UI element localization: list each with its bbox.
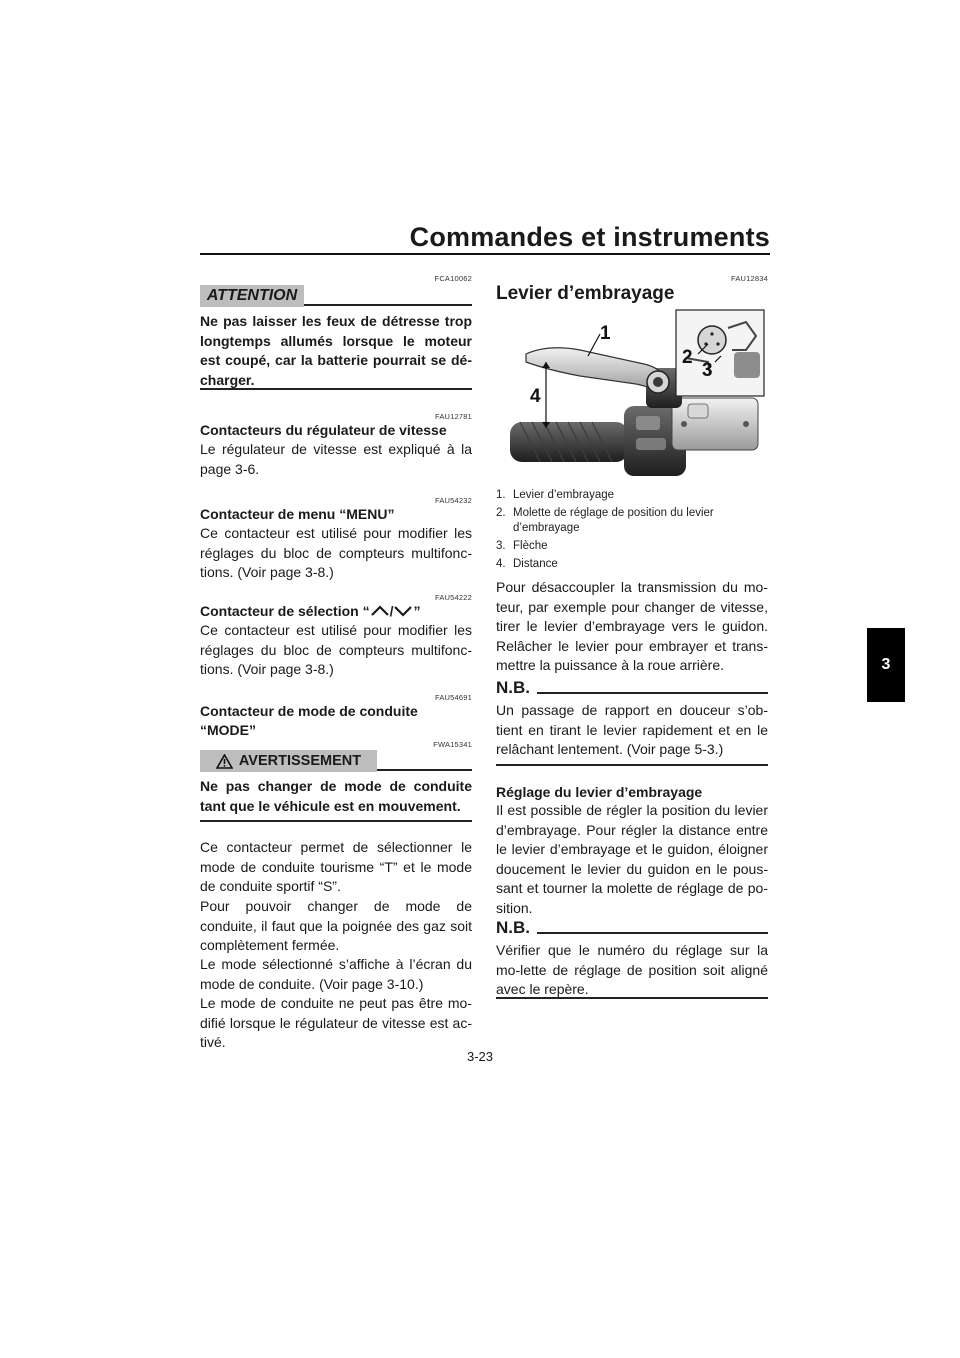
title-rule <box>200 253 770 255</box>
nb-end-rule <box>496 764 768 766</box>
adjust-text: Il est possible de régler la position du levier d’embrayage. Pour régler la distance entre le levier d’embrayage et le guidon, éloigner doucement le levier du guidon en le pous-sant et tourner la molette de réglage de po-sition. <box>496 802 768 916</box>
select-heading-suffix: ” <box>413 603 421 619</box>
figure-captions <box>496 488 768 572</box>
cruise-code: FAU12781 <box>434 412 472 421</box>
menu-code: FAU54232 <box>434 496 472 505</box>
nb1-text: Un passage de rapport en douceur s’ob-tient en tirant le levier rapidement et en le relâchant lentement. (Voir page 5-3.) <box>496 702 768 757</box>
figure-label-1: 1 <box>600 323 611 344</box>
nb-label: N.B. <box>496 918 530 937</box>
mode-p3: Le mode sélectionné s’affiche à l’écran du mode de conduite. (Voir page 3-10.) <box>200 956 472 992</box>
attention-text: Ne pas laisser les feux de détresse trop longtemps allumés lorsque le moteur est coupé, car la batterie pourrait se dé-charger. <box>200 313 472 388</box>
chevron-up-icon <box>370 605 390 617</box>
mode-code: FAU54691 <box>434 693 472 702</box>
figure-label-2: 2 <box>682 347 693 368</box>
select-text: Ce contacteur est utilisé pour modifier les réglages du bloc de compteurs multifonc-tions. (Voir page 3-8.) <box>200 622 472 677</box>
select-heading <box>200 602 472 620</box>
caption-item <box>496 488 768 503</box>
mode-p4: Le mode de conduite ne peut pas être mo-difié lorsque le régulateur de vitesse est ac-tivé. <box>200 995 472 1050</box>
figure-label-4: 4 <box>530 386 541 407</box>
page-title: Commandes et instruments <box>409 222 770 252</box>
attention-end-rule <box>200 388 472 390</box>
caption-number: 3. <box>496 540 506 552</box>
cruise-heading: Contacteurs du régulateur de vitesse <box>200 422 447 438</box>
chevron-down-icon <box>393 605 413 617</box>
attention-badge: ATTENTION <box>200 285 304 307</box>
nb-end-rule <box>496 997 768 999</box>
warning-badge <box>200 750 377 772</box>
nb-label: N.B. <box>496 678 530 697</box>
nb-rule <box>537 692 768 694</box>
caption-text: Distance <box>513 558 558 570</box>
mode-p2: Pour pouvoir changer de mode de conduite, il faut que la poignée des gaz soit complètement fermée. <box>200 898 472 953</box>
caption-item <box>496 557 768 572</box>
caption-text: Molette de réglage de position du levier d’embrayage <box>513 507 714 534</box>
chapter-tab: 3 <box>867 628 905 702</box>
warning-text: Ne pas changer de mode de conduite tant que le véhicule est en mouvement. <box>200 778 472 814</box>
warning-end-rule <box>200 820 472 822</box>
nb2-text: Vérifier que le numéro du réglage sur la mo-lette de réglage de position soit aligné avec le repère. <box>496 942 768 997</box>
caption-item <box>496 506 768 536</box>
figure-label-3: 3 <box>702 360 713 381</box>
select-code: FAU54222 <box>434 593 472 602</box>
warning-rule <box>377 769 472 771</box>
attention-code: FCA10062 <box>434 274 472 283</box>
warning-code: FWA15341 <box>433 740 472 749</box>
caption-text: Flèche <box>513 540 548 552</box>
page-number: 3-23 <box>466 1049 494 1064</box>
caption-item <box>496 539 768 554</box>
nb-rule <box>537 932 768 934</box>
mode-heading-line2: “MODE” <box>200 722 256 738</box>
caption-number: 4. <box>496 558 506 570</box>
select-heading-prefix: Contacteur de sélection “ <box>200 603 370 619</box>
cruise-text: Le régulateur de vitesse est expliqué à la page 3-6. <box>200 441 472 477</box>
adjust-heading: Réglage du levier d’embrayage <box>496 784 703 800</box>
clutch-p1: Pour désaccoupler la transmission du mo-teur, par exemple pour changer de vitesse, tirer le levier d’embrayage vers le guidon. Relâcher le levier pour embrayer et trans-mettre la puissance à la roue arrière. <box>496 579 768 673</box>
select-heading-sep: / <box>389 603 394 619</box>
clutch-code: FAU12834 <box>730 274 768 283</box>
attention-rule <box>304 304 472 306</box>
clutch-title: Levier d’embrayage <box>496 283 675 304</box>
menu-text: Ce contacteur est utilisé pour modifier les réglages du bloc de compteurs multifonc-tions. (Voir page 3-8.) <box>200 525 472 580</box>
mode-heading-line1: Contacteur de mode de conduite <box>200 703 418 719</box>
mode-p1: Ce contacteur permet de sélectionner le mode de conduite tourisme “T” et le mode de conduite sportif “S”. <box>200 839 472 894</box>
warning-label: AVERTISSEMENT <box>238 753 362 769</box>
clutch-lever-figure <box>496 306 768 482</box>
caption-number: 2. <box>496 507 506 519</box>
caption-number: 1. <box>496 489 506 501</box>
warning-triangle-icon <box>216 754 233 769</box>
menu-heading: Contacteur de menu “MENU” <box>200 506 395 522</box>
caption-text: Levier d’embrayage <box>513 489 615 501</box>
